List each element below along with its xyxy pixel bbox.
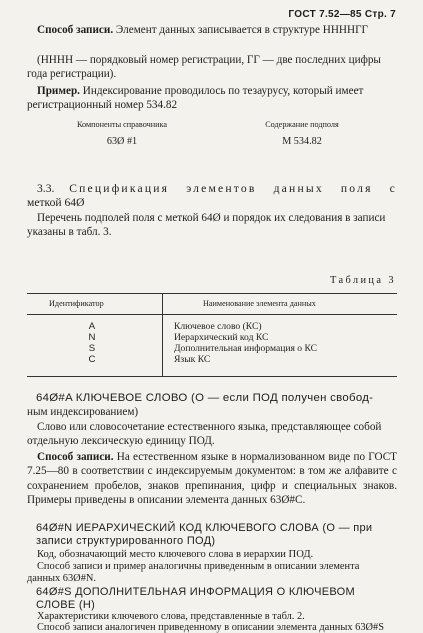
table-row-name: Иерархический код КС (174, 332, 269, 343)
table-3 (27, 293, 397, 377)
element-a-definition: Слово или словосочетание естественного языка, представляющее собой отдельную лексическую единицу ПОД. (27, 421, 382, 448)
section-intro: Перечень подполей поля с меткой 64Ø и порядок их следования в записи указаны в табл. 3. (27, 212, 386, 239)
element-n-definition: Код, обозначающий место ключевого слова в иерархии ПОД. (37, 549, 314, 560)
element-a-method-label: Способ записи. (37, 451, 114, 463)
recording-method-label: Способ записи. (37, 24, 114, 36)
element-s-definition: Характеристики ключевого слова, представленные в табл. 2. (37, 611, 305, 622)
example-text: Индексирование проводилось по тезаурусу, который имеет регистрационный номер 534.82 (27, 85, 364, 112)
element-s-block (27, 586, 397, 612)
table-row-code: C (88, 354, 96, 365)
example-col2-value: М 534.82 (282, 136, 322, 147)
table-col2-header: Наименование элемента данных (203, 299, 316, 308)
section-heading (27, 182, 397, 196)
example-col2-header: Содержание подполя (265, 120, 339, 129)
structure-explanation: (НННН — порядковый номер регистрации, ГГ — две последних цифры года регистрации). (27, 54, 381, 81)
example-col1-value: 63Ø #1 (106, 136, 138, 147)
element-a-heading-cont: ным индексированием) (27, 406, 139, 418)
element-n-heading: 64Ø#N ИЕРАРХИЧЕСКИЙ КОД КЛЮЧЕВОГО СЛОВА (О — при записи структурированного ПОД) (36, 522, 373, 547)
table-column-divider (162, 294, 163, 376)
table-row-code: N (88, 332, 96, 343)
element-s-heading: 64Ø#S ДОПОЛНИТЕЛЬНАЯ ИНФОРМАЦИЯ О КЛЮЧЕВОМ СЛОВЕ (Н) (36, 586, 355, 611)
element-n-method: Способ записи и пример аналогичны приведенным в описании элемента данных 63Ø#N. (27, 561, 360, 584)
example-label: Пример. (37, 85, 80, 97)
table-col1-header: Идентификатор (49, 299, 104, 308)
table-row-name: Ключевое слово (КС) (174, 321, 262, 332)
table-caption: Таблица 3 (329, 275, 396, 286)
section-title: Спецификация элементов данных поля с (69, 182, 397, 195)
element-a-method-text: На естественном языке в нормализованном виде по ГОСТ 7.25—80 в соответствии с индексируемым документом: в том же алфавите с сохранением пробелов, знаков препинания, цифр и специальных знаков. Примеры приведены в описании элемента данных 63Ø#C. (27, 451, 397, 507)
example-col1-header: Компоненты справочника (77, 120, 167, 129)
table-row-code: S (88, 343, 96, 354)
element-a-method (27, 450, 397, 508)
table-header-divider (27, 314, 397, 315)
section-number: 3.3. (37, 182, 55, 195)
section-title-end: меткой 64Ø (27, 196, 85, 209)
element-s-method: Способ записи аналогичен приведенному в описании элемента данных 63Ø#S (37, 622, 385, 633)
table-row-name: Дополнительная информация о КС (174, 343, 318, 354)
element-a-heading: 64Ø#A КЛЮЧЕВОЕ СЛОВО (О — если ПОД получен свобод- (36, 392, 374, 404)
example-paragraph (27, 84, 397, 113)
recording-method-paragraph (27, 23, 397, 37)
recording-method-text: Элемент данных записывается в структуре ННННГГ (113, 24, 369, 36)
table-row-code: A (88, 321, 96, 332)
running-head: ГОСТ 7.52—85 Стр. 7 (288, 9, 396, 20)
table-row-name: Язык КС (174, 354, 211, 365)
